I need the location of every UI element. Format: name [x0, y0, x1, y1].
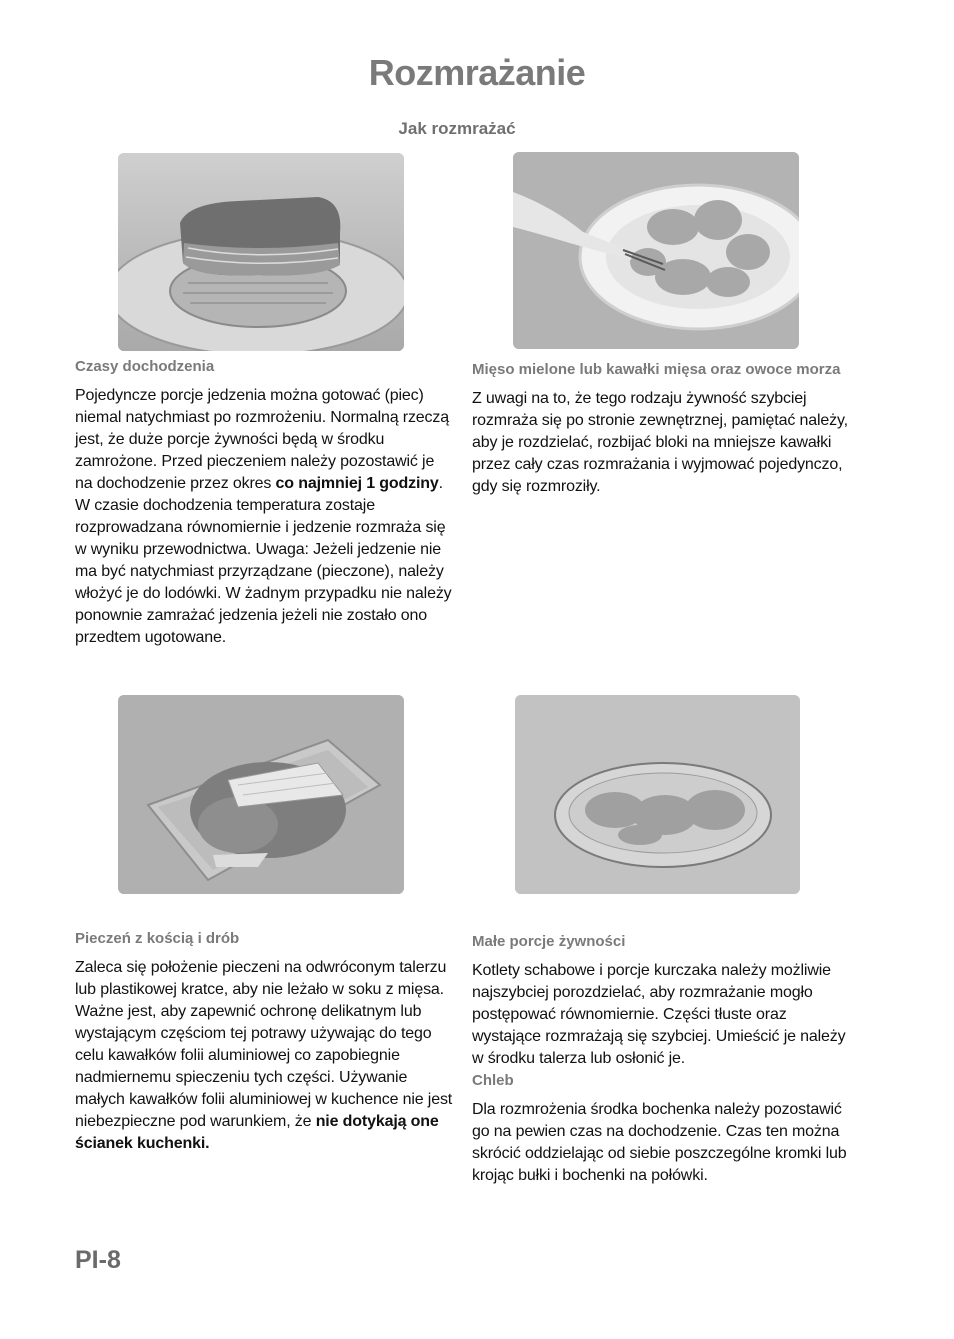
section-text-bread: Dla rozmrożenia środka bochenka należy pozostawić go na pewien czas na dochodzenie. Czas ten można skrócić oddzielając od siebie poszczególne kromki lub krojąc bułki i bochenki na połówki.	[472, 1101, 847, 1184]
section-text: Pojedyncze porcje jedzenia można gotować (piec) niemal natychmiast po rozmrożeniu. Normalną rzeczą jest, że duże porcje żywności będą w środku zamrożone. Przed pieczeniem należy pozostawić je na dochodzenie przez okres co najmniej 1 godziny. W czasie dochodzenia temperatura zostaje rozprowadzana równomiernie i jedzenie rozmraża się w wyniku przewodnictwa. Uwaga: Jeżeli jedzenie nie ma być natychmiast przyrządzane (pieczone), należy włożyć je do lodówki. W żadnym przypadku nie należy ponownie zamrażać jedzenia jeżeli nie zostało ono przedtem ugotowane.	[75, 387, 452, 646]
section-heading: Małe porcje żywności	[472, 933, 626, 950]
section-text: Z uwagi na to, że tego rodzaju żywność szybciej rozmraża się po stronie zewnętrznej, pamiętać należy, aby je rozdzielać, rozbijać bloki na mniejsze kawałki przez cały czas rozmrażania i wyjmować pojedynczo, gdy się rozmroziły.	[472, 390, 848, 495]
chicken-pieces-dish-photo	[515, 695, 800, 894]
roast-on-rack-photo	[118, 153, 404, 351]
section-resting-times	[75, 356, 453, 649]
section-minced-meat	[472, 359, 848, 498]
section-heading-bread: Chleb	[472, 1072, 514, 1089]
section-text: Kotlety schabowe i porcje kurczaka należy możliwie najszybciej porozdzielać, aby rozmrażanie mogło postępować równomiernie. Części tłuste oraz wystające rozmrażają się szybciej. Umieścić je należy w środku talerza lub osłonić je.	[472, 962, 846, 1067]
section-small-portions	[472, 931, 848, 1187]
page-title: Rozmrażanie	[368, 52, 586, 93]
page-number: PI-8	[75, 1246, 121, 1274]
page-subtitle: Jak rozmrażać	[398, 119, 516, 138]
section-text: Zaleca się położenie pieczeni na odwróconym talerzu lub plastikowej kratce, aby nie leżało w soku z mięsa. Ważne jest, aby zapewnić ochronę delikatnym lub wystającym częściom tej potrawy używając do tego celu kawałków folii aluminiowej co zapobiegnie nadmiernemu spieczeniu tych części. Używanie małych kawałków folii aluminiowej w kuchence nie jest niebezpieczne pod warunkiem, że nie dotykają one ścianek kuchenki.	[75, 959, 453, 1152]
section-heading: Mięso mielone lub kawałki mięsa oraz owoce morza	[472, 361, 841, 378]
section-heading: Czasy dochodzenia	[75, 358, 215, 375]
minced-meat-dish-photo	[513, 152, 799, 349]
poultry-foil-photo	[118, 695, 404, 894]
section-roast-poultry	[75, 928, 453, 1155]
section-heading: Pieczeń z kością i drób	[75, 930, 240, 947]
